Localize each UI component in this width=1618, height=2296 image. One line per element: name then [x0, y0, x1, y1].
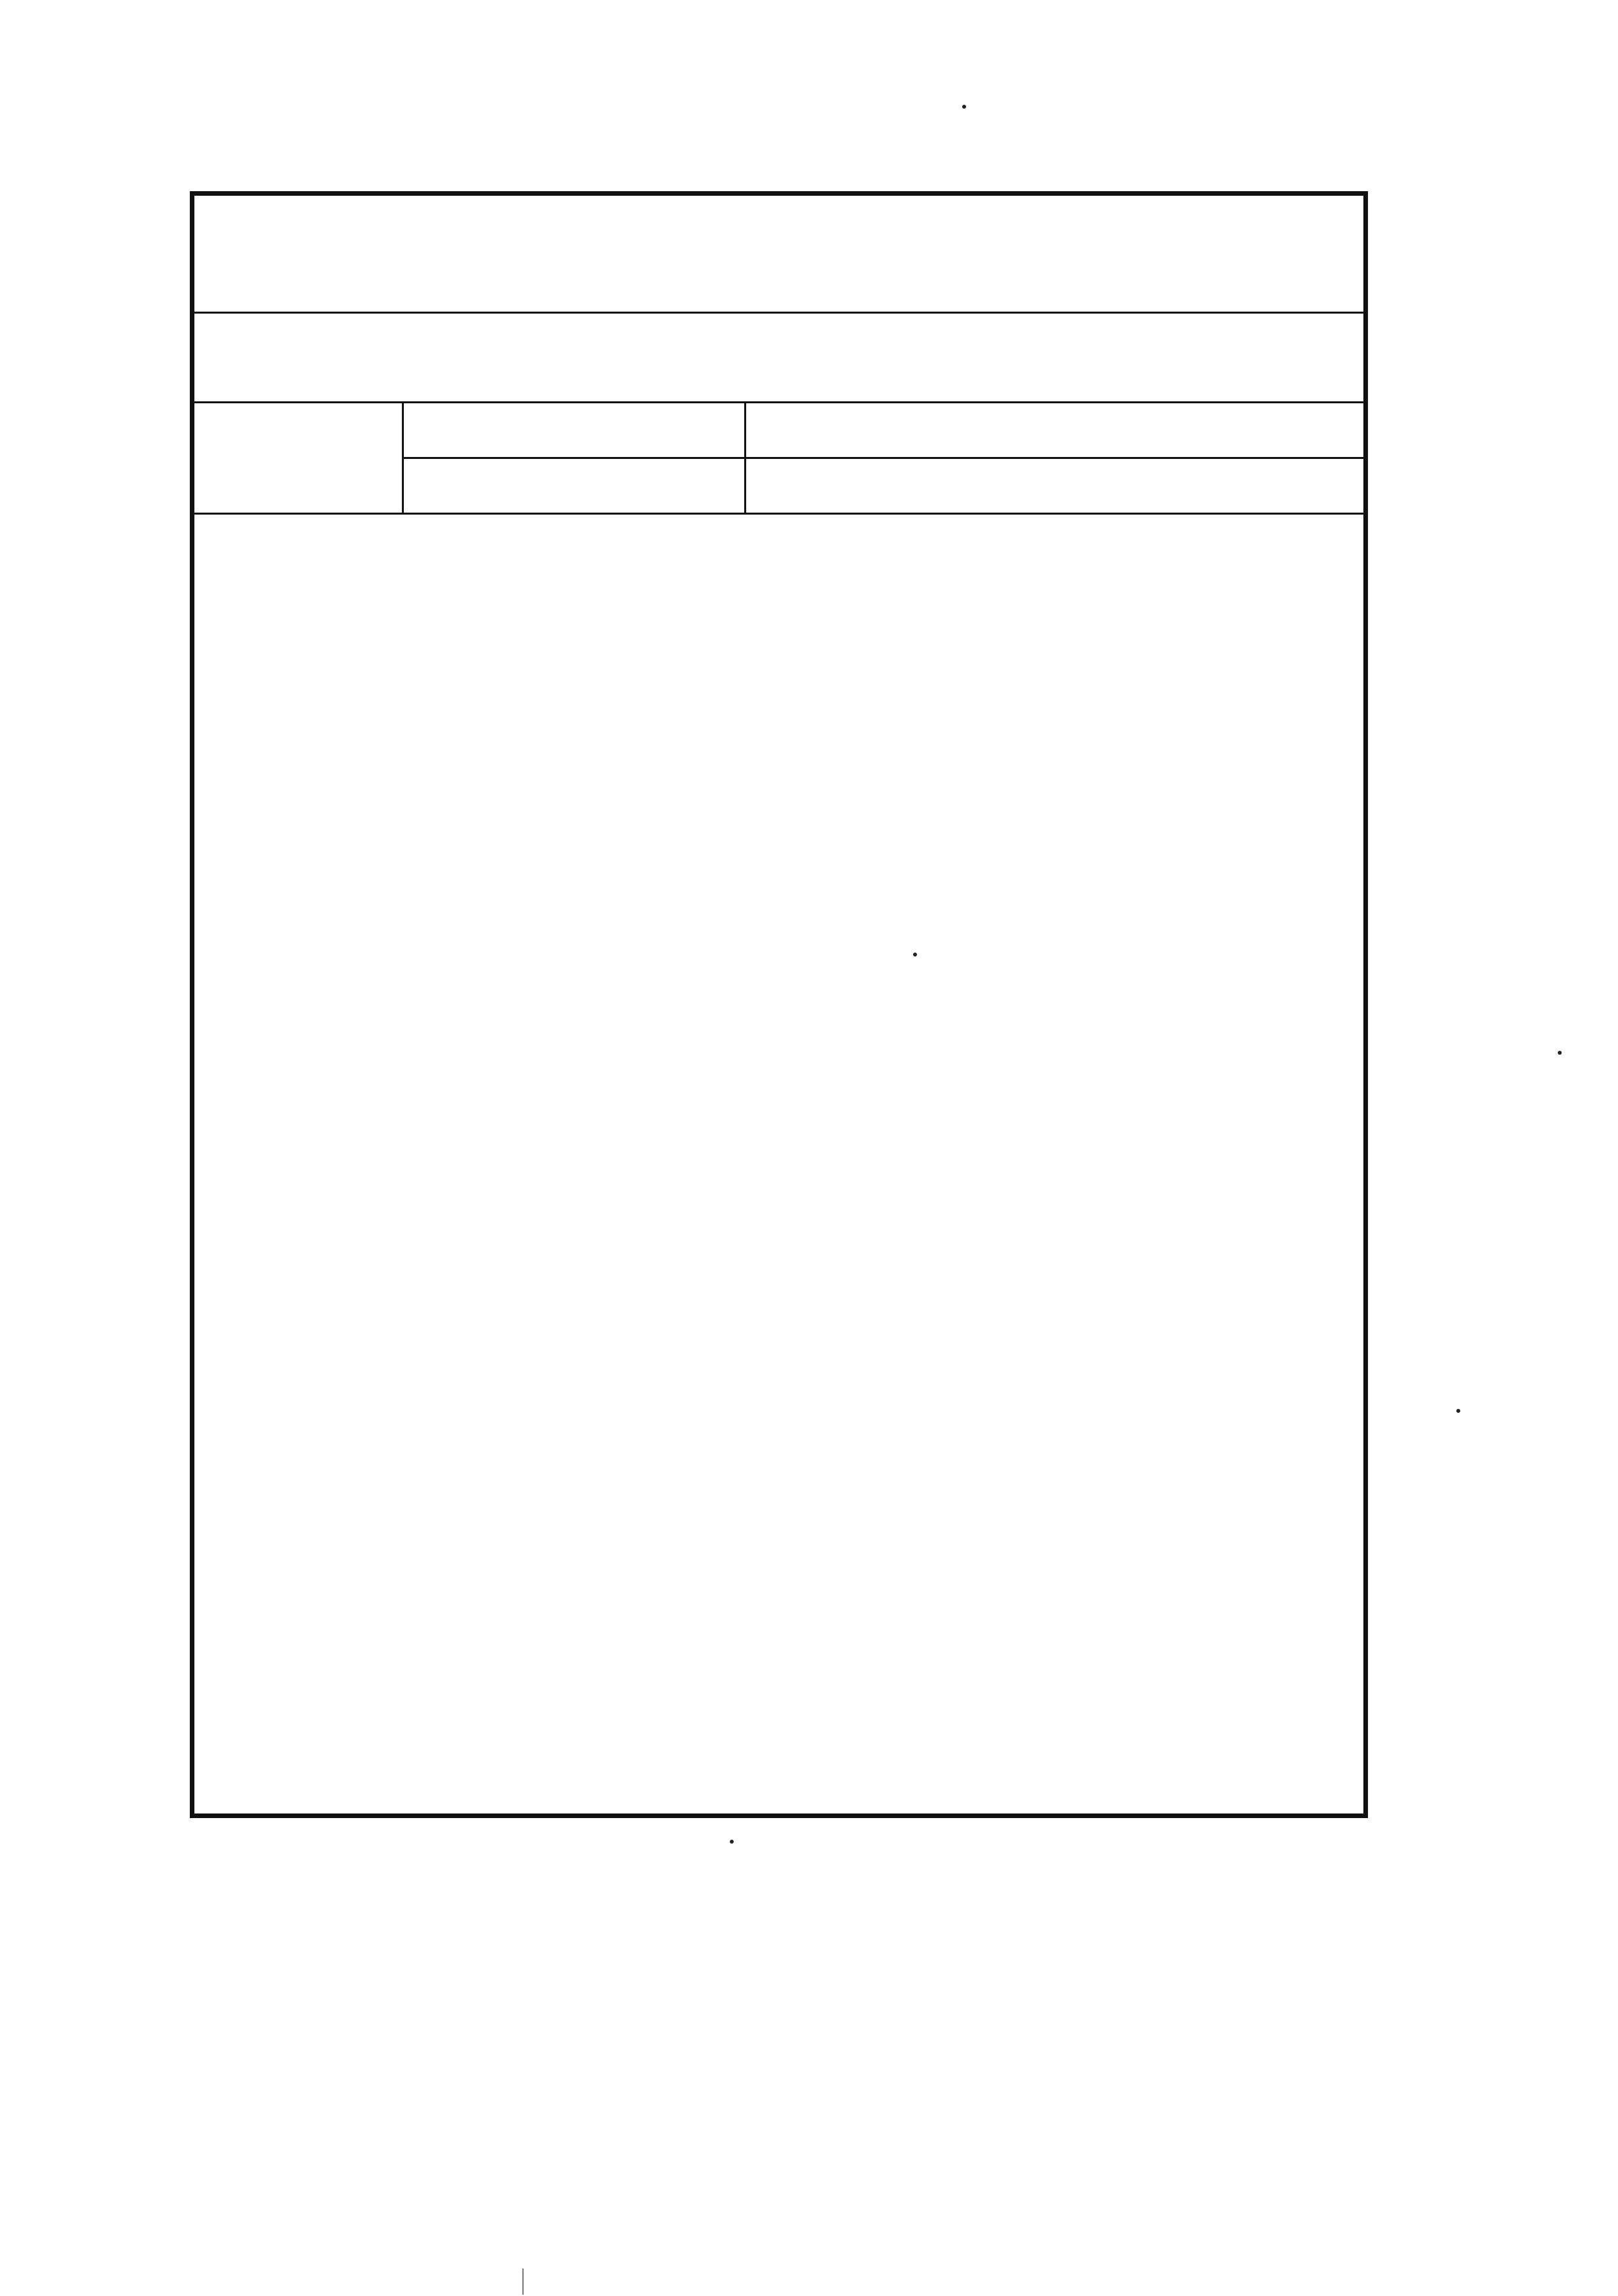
scan-speck: [913, 953, 917, 957]
header-incoming-doc-no: [404, 459, 744, 515]
scan-speck: [1456, 1409, 1460, 1413]
scan-mark: [522, 2269, 524, 2295]
table-body: [194, 515, 1363, 1813]
section-heading: [194, 314, 1363, 403]
header-change-content: [194, 403, 404, 513]
scan-speck: [730, 1840, 734, 1844]
scan-speck: [962, 105, 966, 109]
table-title: [194, 196, 1363, 314]
scan-speck: [1558, 1051, 1562, 1055]
license-table: [190, 191, 1368, 1818]
header-approval-ref: [404, 403, 746, 513]
header-use-approval-no: [404, 403, 744, 459]
header-change-detail: [746, 459, 1363, 515]
column-header: [194, 403, 1363, 515]
header-completion: [746, 403, 1363, 513]
header-completion-approval-no: [746, 403, 1363, 459]
